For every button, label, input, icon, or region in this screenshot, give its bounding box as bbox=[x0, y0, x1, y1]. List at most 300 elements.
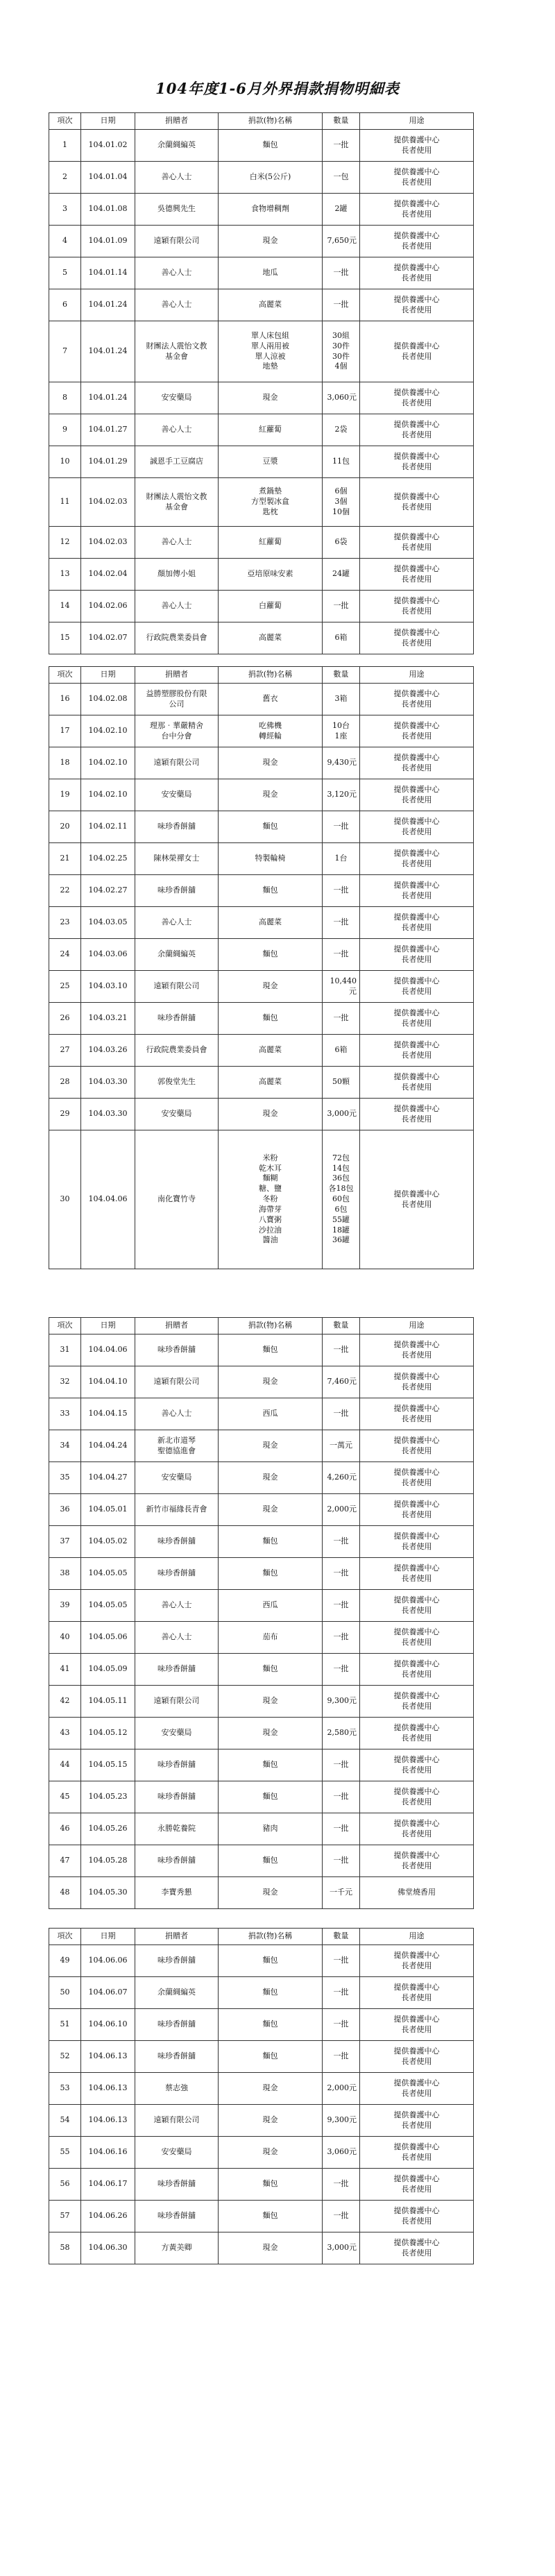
row-donor bbox=[135, 527, 219, 559]
row-item bbox=[219, 226, 323, 257]
row-purpose-text: 提供養護中心 bbox=[393, 944, 440, 954]
row-quantity bbox=[323, 684, 360, 715]
row-item bbox=[219, 414, 323, 446]
row-purpose-text: 長者使用 bbox=[401, 954, 432, 964]
row-purpose-text: 提供養護中心 bbox=[393, 1659, 440, 1668]
row-quantity-text: 一批 bbox=[333, 2211, 349, 2221]
row-quantity-text: 3個 bbox=[334, 497, 348, 507]
row-number: 3 bbox=[49, 194, 81, 226]
row-date: 104.05.09 bbox=[81, 1654, 135, 1686]
row-donor-text: 遠穎有限公司 bbox=[153, 758, 200, 768]
row-purpose-text: 提供養護中心 bbox=[393, 595, 440, 605]
row-item-text: 麵包 bbox=[262, 2211, 278, 2221]
row-quantity-text: 3,000元 bbox=[327, 2243, 357, 2253]
table-row bbox=[49, 779, 474, 811]
row-item-text: 冬粉 bbox=[262, 1194, 278, 1204]
column-header: 數量 bbox=[323, 1929, 360, 1945]
row-quantity bbox=[323, 2137, 360, 2169]
row-purpose-text: 提供養護中心 bbox=[393, 564, 440, 573]
row-quantity bbox=[323, 2073, 360, 2105]
row-purpose bbox=[360, 1813, 474, 1845]
row-donor-text: 財團法人震怡文教 bbox=[146, 341, 207, 350]
row-date: 104.02.11 bbox=[81, 811, 135, 843]
table-row bbox=[49, 2169, 474, 2201]
row-item-text: 現金 bbox=[262, 1888, 278, 1897]
row-donor-text: 安安藥局 bbox=[161, 1109, 192, 1119]
row-donor-text: 味珍香餅舖 bbox=[157, 1013, 196, 1023]
table-row bbox=[49, 289, 474, 321]
row-quantity-text: 9,300元 bbox=[327, 2115, 357, 2125]
row-item bbox=[219, 2169, 323, 2201]
row-item bbox=[219, 1430, 323, 1462]
row-quantity-text: 一批 bbox=[333, 1600, 349, 1610]
row-quantity-text: 一批 bbox=[333, 268, 349, 278]
row-quantity bbox=[323, 559, 360, 591]
row-quantity bbox=[323, 1686, 360, 1718]
row-date: 104.03.21 bbox=[81, 1003, 135, 1035]
row-quantity bbox=[323, 1749, 360, 1781]
row-date: 104.05.23 bbox=[81, 1781, 135, 1813]
row-item bbox=[219, 1622, 323, 1654]
row-item-text: 麵包 bbox=[262, 1988, 278, 1997]
row-purpose-text: 長者使用 bbox=[401, 1669, 432, 1679]
row-donor bbox=[135, 1590, 219, 1622]
row-date: 104.01.24 bbox=[81, 321, 135, 382]
row-donor-text: 味珍香餅舖 bbox=[157, 2179, 196, 2189]
donation-table-page-3 bbox=[49, 1317, 474, 1909]
row-quantity-text: 10個 bbox=[332, 507, 350, 516]
row-purpose-text: 提供養護中心 bbox=[393, 880, 440, 890]
row-number: 26 bbox=[49, 1003, 81, 1035]
row-item-text: 單人兩用被 bbox=[251, 341, 289, 350]
row-date: 104.05.06 bbox=[81, 1622, 135, 1654]
row-donor bbox=[135, 1462, 219, 1494]
row-date: 104.01.24 bbox=[81, 382, 135, 414]
row-donor bbox=[135, 1430, 219, 1462]
row-quantity-text: 一批 bbox=[333, 949, 349, 959]
row-donor bbox=[135, 162, 219, 194]
row-number: 24 bbox=[49, 939, 81, 971]
row-quantity bbox=[323, 747, 360, 779]
row-date: 104.02.07 bbox=[81, 622, 135, 654]
row-purpose-text: 提供養護中心 bbox=[393, 294, 440, 304]
row-purpose-text: 提供養護中心 bbox=[393, 341, 440, 350]
row-item-text: 現金 bbox=[262, 236, 278, 246]
row-donor bbox=[135, 1654, 219, 1686]
row-item-text: 現金 bbox=[262, 2083, 278, 2093]
row-donor bbox=[135, 2201, 219, 2232]
row-purpose-text: 提供養護中心 bbox=[393, 167, 440, 176]
row-donor-text: 味珍香餅舖 bbox=[157, 2019, 196, 2029]
row-quantity-text: 一批 bbox=[333, 2019, 349, 2029]
row-date: 104.02.25 bbox=[81, 843, 135, 875]
row-donor-text: 遠穎有限公司 bbox=[153, 236, 200, 246]
row-donor bbox=[135, 382, 219, 414]
row-quantity bbox=[323, 1945, 360, 1977]
row-quantity-text: 30件 bbox=[332, 341, 350, 350]
row-item-text: 高麗菜 bbox=[259, 1077, 282, 1087]
table-row bbox=[49, 1945, 474, 1977]
row-donor bbox=[135, 1781, 219, 1813]
row-purpose bbox=[360, 875, 474, 907]
row-donor-text: 安安藥局 bbox=[161, 1473, 192, 1482]
row-date: 104.02.03 bbox=[81, 478, 135, 527]
row-item-text: 米粉 bbox=[262, 1153, 278, 1162]
row-date: 104.02.10 bbox=[81, 779, 135, 811]
donation-table-page-1 bbox=[49, 112, 474, 654]
table-row bbox=[49, 1654, 474, 1686]
row-date: 104.06.30 bbox=[81, 2232, 135, 2264]
row-date: 104.03.30 bbox=[81, 1067, 135, 1099]
row-item-text: 白米(5公斤) bbox=[249, 172, 291, 182]
row-item bbox=[219, 2232, 323, 2264]
row-purpose-text: 長者使用 bbox=[401, 1446, 432, 1455]
row-purpose-text: 長者使用 bbox=[401, 2216, 432, 2226]
row-donor bbox=[135, 1099, 219, 1130]
row-item-text: 乾木耳 bbox=[259, 1163, 282, 1173]
row-purpose bbox=[360, 559, 474, 591]
row-donor-text: 蔡志強 bbox=[165, 2083, 188, 2093]
row-donor bbox=[135, 1067, 219, 1099]
table-row bbox=[49, 1462, 474, 1494]
row-purpose bbox=[360, 1977, 474, 2009]
row-date: 104.05.30 bbox=[81, 1877, 135, 1909]
row-purpose bbox=[360, 843, 474, 875]
row-donor-text: 善心人士 bbox=[161, 601, 192, 611]
row-purpose-text: 提供養護中心 bbox=[393, 1403, 440, 1413]
row-date: 104.03.26 bbox=[81, 1035, 135, 1067]
row-purpose-text: 提供養護中心 bbox=[393, 2078, 440, 2087]
row-quantity-text: 一批 bbox=[333, 300, 349, 310]
row-quantity bbox=[323, 971, 360, 1003]
table-row bbox=[49, 1130, 474, 1269]
row-item-text: 麵包 bbox=[262, 1856, 278, 1865]
table-row bbox=[49, 1366, 474, 1398]
row-purpose-text: 提供養護中心 bbox=[393, 1850, 440, 1860]
row-quantity bbox=[323, 811, 360, 843]
row-item bbox=[219, 1526, 323, 1558]
row-item bbox=[219, 622, 323, 654]
row-quantity bbox=[323, 527, 360, 559]
row-donor-text: 行政院農業委員會 bbox=[146, 633, 207, 643]
row-item-text: 麵包 bbox=[262, 1568, 278, 1578]
row-donor bbox=[135, 843, 219, 875]
row-quantity bbox=[323, 382, 360, 414]
row-donor-text: 益勝塑膠股份有限 bbox=[146, 688, 207, 698]
row-purpose-text: 長者使用 bbox=[401, 177, 432, 187]
row-item-text: 海帶芽 bbox=[259, 1204, 282, 1214]
row-purpose-text: 提供養護中心 bbox=[393, 230, 440, 240]
row-purpose bbox=[360, 971, 474, 1003]
row-item-text: 麵包 bbox=[262, 886, 278, 895]
row-quantity-text: 30組 bbox=[332, 330, 350, 340]
row-quantity bbox=[323, 1622, 360, 1654]
row-number: 27 bbox=[49, 1035, 81, 1067]
row-item bbox=[219, 1813, 323, 1845]
row-donor bbox=[135, 2232, 219, 2264]
column-header: 捐贈者 bbox=[135, 1929, 219, 1945]
row-purpose-text: 提供養護中心 bbox=[393, 1531, 440, 1541]
row-donor-text: 味珍香餅舖 bbox=[157, 2211, 196, 2221]
row-date: 104.05.26 bbox=[81, 1813, 135, 1845]
row-quantity bbox=[323, 2105, 360, 2137]
row-number: 42 bbox=[49, 1686, 81, 1718]
row-purpose-text: 提供養護中心 bbox=[393, 451, 440, 461]
row-purpose bbox=[360, 684, 474, 715]
row-purpose-text: 長者使用 bbox=[401, 1082, 432, 1092]
row-date: 104.06.07 bbox=[81, 1977, 135, 2009]
row-donor-text: 台中分會 bbox=[161, 731, 192, 740]
row-item bbox=[219, 2073, 323, 2105]
row-date: 104.06.13 bbox=[81, 2041, 135, 2073]
table-row bbox=[49, 875, 474, 907]
row-quantity-text: 36罐 bbox=[332, 1235, 350, 1245]
row-date: 104.01.02 bbox=[81, 130, 135, 162]
row-purpose-text: 提供養護中心 bbox=[393, 198, 440, 208]
row-donor-text: 吳德興先生 bbox=[157, 204, 196, 214]
row-quantity-text: 3,000元 bbox=[327, 1109, 357, 1119]
row-date: 104.01.04 bbox=[81, 162, 135, 194]
row-purpose-text: 提供養護中心 bbox=[393, 2174, 440, 2183]
row-item bbox=[219, 1845, 323, 1877]
row-purpose-text: 長者使用 bbox=[401, 1765, 432, 1774]
row-purpose-text: 長者使用 bbox=[401, 1573, 432, 1583]
row-purpose-text: 長者使用 bbox=[401, 731, 432, 740]
row-purpose-text: 長者使用 bbox=[401, 2024, 432, 2034]
row-quantity bbox=[323, 1035, 360, 1067]
column-header: 用途 bbox=[360, 1929, 474, 1945]
row-purpose-text: 提供養護中心 bbox=[393, 1627, 440, 1636]
row-donor-text: 南化寶竹寺 bbox=[157, 1194, 196, 1204]
row-item bbox=[219, 939, 323, 971]
row-purpose-text: 提供養護中心 bbox=[393, 816, 440, 826]
row-purpose-text: 提供養護中心 bbox=[393, 2014, 440, 2024]
row-item-text: 麵包 bbox=[262, 1956, 278, 1965]
row-donor bbox=[135, 1494, 219, 1526]
row-quantity-text: 一批 bbox=[333, 1792, 349, 1802]
row-quantity-text: 6包 bbox=[334, 1204, 348, 1214]
row-purpose-text: 長者使用 bbox=[401, 1701, 432, 1711]
row-item-text: 現金 bbox=[262, 1109, 278, 1119]
row-item-text: 現金 bbox=[262, 981, 278, 991]
row-item bbox=[219, 2201, 323, 2232]
row-number: 46 bbox=[49, 1813, 81, 1845]
table-row bbox=[49, 2232, 474, 2264]
table-row bbox=[49, 1494, 474, 1526]
row-item-text: 麵包 bbox=[262, 1664, 278, 1674]
row-purpose bbox=[360, 289, 474, 321]
row-number: 31 bbox=[49, 1334, 81, 1366]
row-item-text: 西瓜 bbox=[262, 1600, 278, 1610]
row-purpose-text: 長者使用 bbox=[401, 2152, 432, 2162]
row-donor bbox=[135, 1558, 219, 1590]
row-donor-text: 善心人士 bbox=[161, 172, 192, 182]
row-item bbox=[219, 130, 323, 162]
row-number: 56 bbox=[49, 2169, 81, 2201]
row-donor bbox=[135, 684, 219, 715]
table-row bbox=[49, 1877, 474, 1909]
row-purpose-text: 長者使用 bbox=[401, 2056, 432, 2066]
row-quantity bbox=[323, 478, 360, 527]
row-donor-text: 余蘭綢編英 bbox=[157, 1988, 196, 1997]
table-row bbox=[49, 2201, 474, 2232]
row-purpose-text: 長者使用 bbox=[401, 145, 432, 155]
row-purpose-text: 長者使用 bbox=[401, 502, 432, 511]
row-quantity-text: 一批 bbox=[333, 1409, 349, 1418]
row-item bbox=[219, 1334, 323, 1366]
row-number: 23 bbox=[49, 907, 81, 939]
row-item-text: 現金 bbox=[262, 2243, 278, 2253]
row-donor-text: 味珍香餅舖 bbox=[157, 1760, 196, 1770]
row-purpose-text: 長者使用 bbox=[401, 827, 432, 836]
table-row bbox=[49, 1558, 474, 1590]
row-date: 104.02.06 bbox=[81, 591, 135, 622]
row-donor-text: 理那‧華嚴精舍 bbox=[150, 720, 203, 730]
row-purpose bbox=[360, 1398, 474, 1430]
row-item bbox=[219, 875, 323, 907]
row-purpose-text: 提供養護中心 bbox=[393, 1071, 440, 1081]
row-item bbox=[219, 194, 323, 226]
row-item-text: 醬油 bbox=[262, 1235, 278, 1245]
row-quantity-text: 36包 bbox=[332, 1173, 350, 1183]
row-quantity-text: 3,060元 bbox=[327, 2147, 357, 2157]
row-quantity bbox=[323, 1334, 360, 1366]
donation-table-page-2 bbox=[49, 666, 474, 1269]
row-number: 57 bbox=[49, 2201, 81, 2232]
row-donor-text: 善心人士 bbox=[161, 1632, 192, 1642]
row-item-text: 紅蘿蔔 bbox=[259, 537, 282, 547]
table-row bbox=[49, 811, 474, 843]
row-quantity bbox=[323, 2041, 360, 2073]
row-purpose bbox=[360, 2009, 474, 2041]
row-purpose-text: 長者使用 bbox=[401, 1382, 432, 1391]
row-purpose-text: 提供養護中心 bbox=[393, 1786, 440, 1796]
row-purpose-text: 長者使用 bbox=[401, 241, 432, 251]
row-donor bbox=[135, 1977, 219, 2009]
row-date: 104.05.05 bbox=[81, 1558, 135, 1590]
row-purpose-text: 長者使用 bbox=[401, 461, 432, 471]
row-donor bbox=[135, 2009, 219, 2041]
row-item bbox=[219, 1749, 323, 1781]
row-item-text: 現金 bbox=[262, 1377, 278, 1387]
column-header: 用途 bbox=[360, 1318, 474, 1334]
row-quantity-text: 一批 bbox=[333, 1856, 349, 1865]
row-purpose bbox=[360, 1686, 474, 1718]
row-donor bbox=[135, 591, 219, 622]
table-row bbox=[49, 939, 474, 971]
row-date: 104.04.27 bbox=[81, 1462, 135, 1494]
row-item-text: 地瓜 bbox=[262, 268, 278, 278]
row-purpose-text: 長者使用 bbox=[401, 1018, 432, 1028]
row-purpose bbox=[360, 2201, 474, 2232]
row-quantity-text: 一批 bbox=[333, 1345, 349, 1355]
row-item-text: 八寶粥 bbox=[259, 1214, 282, 1224]
row-quantity bbox=[323, 162, 360, 194]
row-purpose bbox=[360, 1526, 474, 1558]
row-number: 15 bbox=[49, 622, 81, 654]
row-item-text: 吃佛機 bbox=[259, 720, 282, 730]
row-purpose-text: 長者使用 bbox=[401, 763, 432, 772]
row-purpose bbox=[360, 1654, 474, 1686]
row-purpose-text: 長者使用 bbox=[401, 542, 432, 552]
row-donor bbox=[135, 1003, 219, 1035]
row-item-text: 豆漿 bbox=[262, 457, 278, 466]
row-quantity-text: 10台 bbox=[332, 720, 350, 730]
row-donor bbox=[135, 747, 219, 779]
row-purpose-text: 長者使用 bbox=[401, 1829, 432, 1838]
row-item bbox=[219, 2041, 323, 2073]
row-date: 104.05.02 bbox=[81, 1526, 135, 1558]
row-donor bbox=[135, 2137, 219, 2169]
row-item-text: 地墊 bbox=[262, 362, 278, 371]
table-row bbox=[49, 1977, 474, 2009]
row-item-text: 現金 bbox=[262, 790, 278, 799]
row-item-text: 煮鍋墊 bbox=[259, 486, 282, 496]
row-donor-text: 味珍香餅舖 bbox=[157, 2051, 196, 2061]
row-date: 104.02.27 bbox=[81, 875, 135, 907]
row-purpose-text: 提供養護中心 bbox=[393, 627, 440, 637]
row-number: 5 bbox=[49, 257, 81, 289]
row-quantity-text: 一批 bbox=[333, 1824, 349, 1833]
column-header: 數量 bbox=[323, 667, 360, 684]
row-donor bbox=[135, 715, 219, 747]
row-purpose-text: 提供養護中心 bbox=[393, 688, 440, 698]
row-purpose bbox=[360, 1781, 474, 1813]
table-row bbox=[49, 622, 474, 654]
row-donor-text: 顏加傳小姐 bbox=[157, 569, 196, 579]
row-item bbox=[219, 747, 323, 779]
row-item bbox=[219, 1977, 323, 2009]
row-purpose bbox=[360, 2137, 474, 2169]
column-header: 捐款(物)名稱 bbox=[219, 1929, 323, 1945]
row-item bbox=[219, 1945, 323, 1977]
table-row bbox=[49, 130, 474, 162]
row-quantity-text: 7,650元 bbox=[327, 236, 357, 246]
table-header-row bbox=[49, 1318, 474, 1334]
row-item-text: 麵包 bbox=[262, 1792, 278, 1802]
table-row bbox=[49, 2105, 474, 2137]
row-quantity bbox=[323, 2232, 360, 2264]
row-donor-text: 善心人士 bbox=[161, 425, 192, 434]
row-purpose bbox=[360, 1462, 474, 1494]
row-purpose-text: 長者使用 bbox=[401, 398, 432, 407]
table-row bbox=[49, 2073, 474, 2105]
row-quantity bbox=[323, 2169, 360, 2201]
table-row bbox=[49, 843, 474, 875]
row-quantity bbox=[323, 257, 360, 289]
row-purpose-text: 佛堂燒香用 bbox=[398, 1888, 436, 1897]
row-purpose bbox=[360, 1845, 474, 1877]
row-donor bbox=[135, 779, 219, 811]
row-quantity-text: 2罐 bbox=[334, 204, 348, 214]
row-donor-text: 善心人士 bbox=[161, 917, 192, 927]
row-donor bbox=[135, 1813, 219, 1845]
row-number: 45 bbox=[49, 1781, 81, 1813]
row-quantity-text: 一批 bbox=[333, 140, 349, 150]
row-purpose bbox=[360, 2169, 474, 2201]
row-item bbox=[219, 591, 323, 622]
table-row bbox=[49, 257, 474, 289]
table-row bbox=[49, 1099, 474, 1130]
row-donor-text: 遠穎有限公司 bbox=[153, 1377, 200, 1387]
row-item bbox=[219, 907, 323, 939]
row-item bbox=[219, 321, 323, 382]
row-date: 104.04.15 bbox=[81, 1398, 135, 1430]
row-purpose-text: 提供養護中心 bbox=[393, 1595, 440, 1604]
row-purpose-text: 長者使用 bbox=[401, 1637, 432, 1647]
column-header: 數量 bbox=[323, 113, 360, 130]
row-donor-text: 味珍香餅舖 bbox=[157, 1956, 196, 1965]
